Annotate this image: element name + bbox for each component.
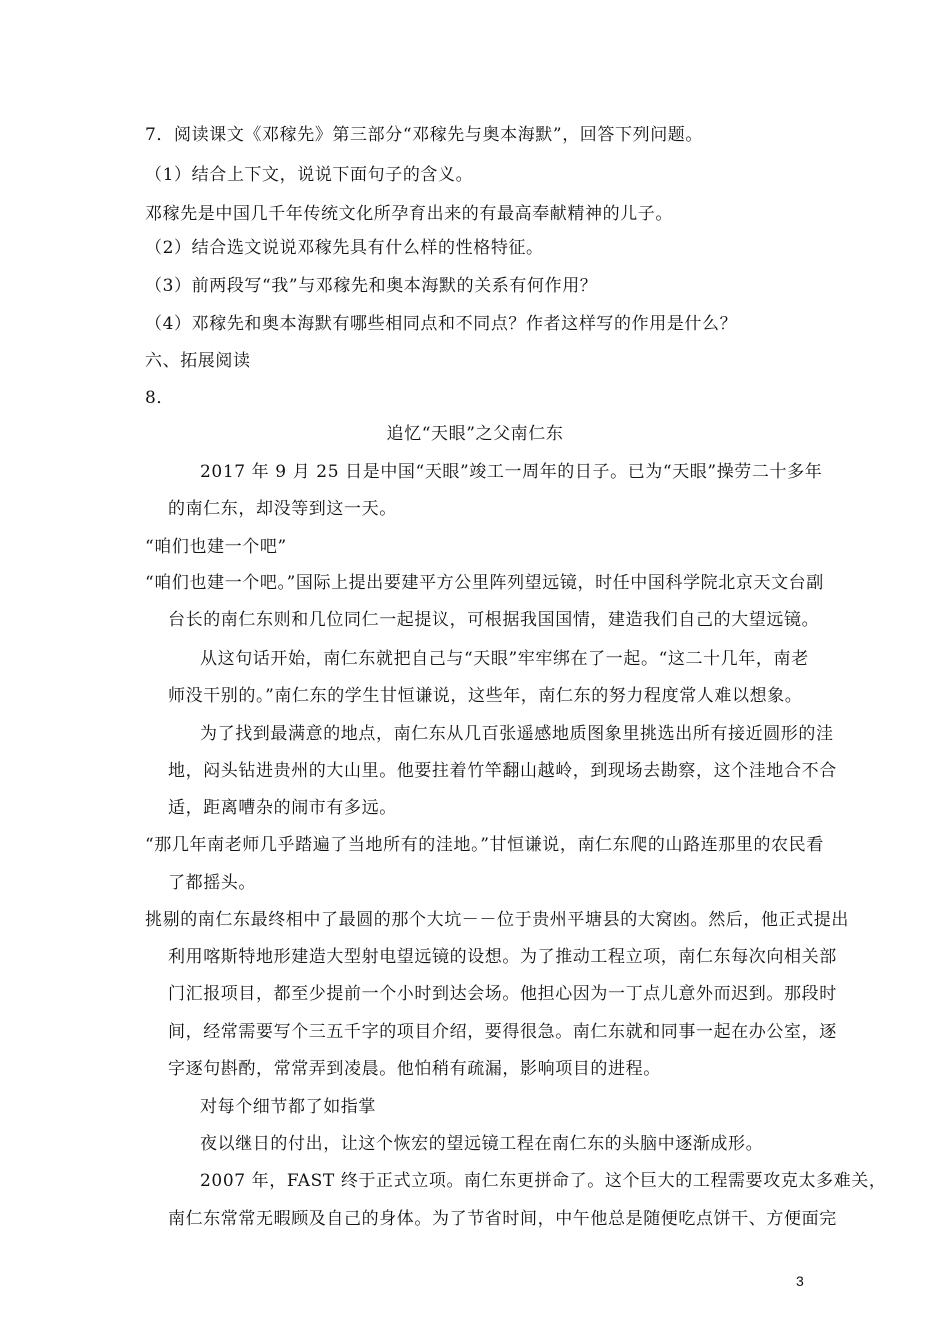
question-7-stem: 7．阅读课文《邓稼先》第三部分“邓稼先与奥本海默”，回答下列问题。 — [145, 125, 703, 145]
question-7-sub-3: （3）前两段写“我”与邓稼先和奥本海默的关系有何作用？ — [145, 276, 598, 296]
article-line: 门汇报项目，都至少提前一个小时到达会场。他担心因为一丁点儿意外而迟到。那段时 — [168, 984, 837, 1004]
article-line: 适，距离嘈杂的闹市有多远。 — [168, 798, 397, 818]
article-line: 为了找到最满意的地点，南仁东从几百张遥感地质图象里挑选出所有接近圆形的洼 — [200, 724, 834, 744]
question-8-number: 8． — [145, 388, 175, 408]
article-line: “咱们也建一个吧。”国际上提出要建平方公里阵列望远镜，时任中国科学院北京天文台副 — [145, 573, 824, 593]
article-line: 的南仁东，却没等到这一天。 — [168, 499, 397, 519]
question-7-sub-4: （4）邓稼先和奥本海默有哪些相同点和不同点？作者这样写的作用是什么？ — [145, 314, 738, 334]
article-line: 了都摇头。 — [168, 873, 256, 893]
section-heading: 六、拓展阅读 — [145, 351, 251, 371]
article-title: 追忆“天眼”之父南仁东 — [386, 424, 564, 444]
article-line: 挑剔的南仁东最终相中了最圆的那个大坑－－位于贵州平塘县的大窝凼。然后，他正式提出 — [145, 910, 849, 930]
question-7-sub-2: （2）结合选文说说邓稼先具有什么样的性格特征。 — [145, 238, 544, 258]
page-number: 3 — [796, 1273, 804, 1289]
article-line: 利用喀斯特地形建造大型射电望远镜的设想。为了推动工程立项，南仁东每次向相关部 — [168, 947, 837, 967]
article-line: 南仁东常常无暇顾及自己的身体。为了节省时间，中午他总是随便吃点饼干、方便面完 — [168, 1209, 837, 1229]
article-line: 夜以继日的付出，让这个恢宏的望远镜工程在南仁东的头脑中逐渐成形。 — [200, 1134, 764, 1154]
article-subheading: “咱们也建一个吧” — [145, 537, 287, 557]
article-line: 间，经常需要写个三五千字的项目介绍，要得很急。南仁东就和同事一起在办公室，逐 — [168, 1022, 837, 1042]
article-line: 台长的南仁东则和几位同仁一起提议，可根据我国国情，建造我们自己的大望远镜。 — [168, 610, 820, 630]
article-line: 字逐句斟酌，常常弄到凌晨。他怕稍有疏漏，影响项目的进程。 — [168, 1059, 661, 1079]
article-subheading: 对每个细节都了如指掌 — [200, 1097, 376, 1117]
question-7-sub-1: （1）结合上下文，说说下面句子的含义。 — [145, 165, 474, 185]
article-line: 地，闷头钻进贵州的大山里。他要拄着竹竿翻山越岭，到现场去勘察，这个洼地合不合 — [168, 761, 837, 781]
article-line: 师没干别的。”南仁东的学生甘恒谦说，这些年，南仁东的努力程度常人难以想象。 — [168, 686, 803, 706]
article-line: “那几年南老师几乎踏遍了当地所有的洼地。”甘恒谦说，南仁东爬的山路连那里的农民看 — [145, 835, 824, 855]
article-line: 2017 年 9 月 25 日是中国“天眼”竣工一周年的日子。已为“天眼”操劳二十多年 — [200, 462, 823, 482]
question-7-quote: 邓稼先是中国几千年传统文化所孕育出来的有最高奉献精神的儿子。 — [145, 204, 673, 224]
article-line: 2007 年，FAST 终于正式立项。南仁东更拼命了。这个巨大的工程需要攻克太多难关， — [200, 1171, 887, 1191]
article-line: 从这句话开始，南仁东就把自己与“天眼”牢牢绑在了一起。“这二十几年，南老 — [200, 649, 809, 669]
